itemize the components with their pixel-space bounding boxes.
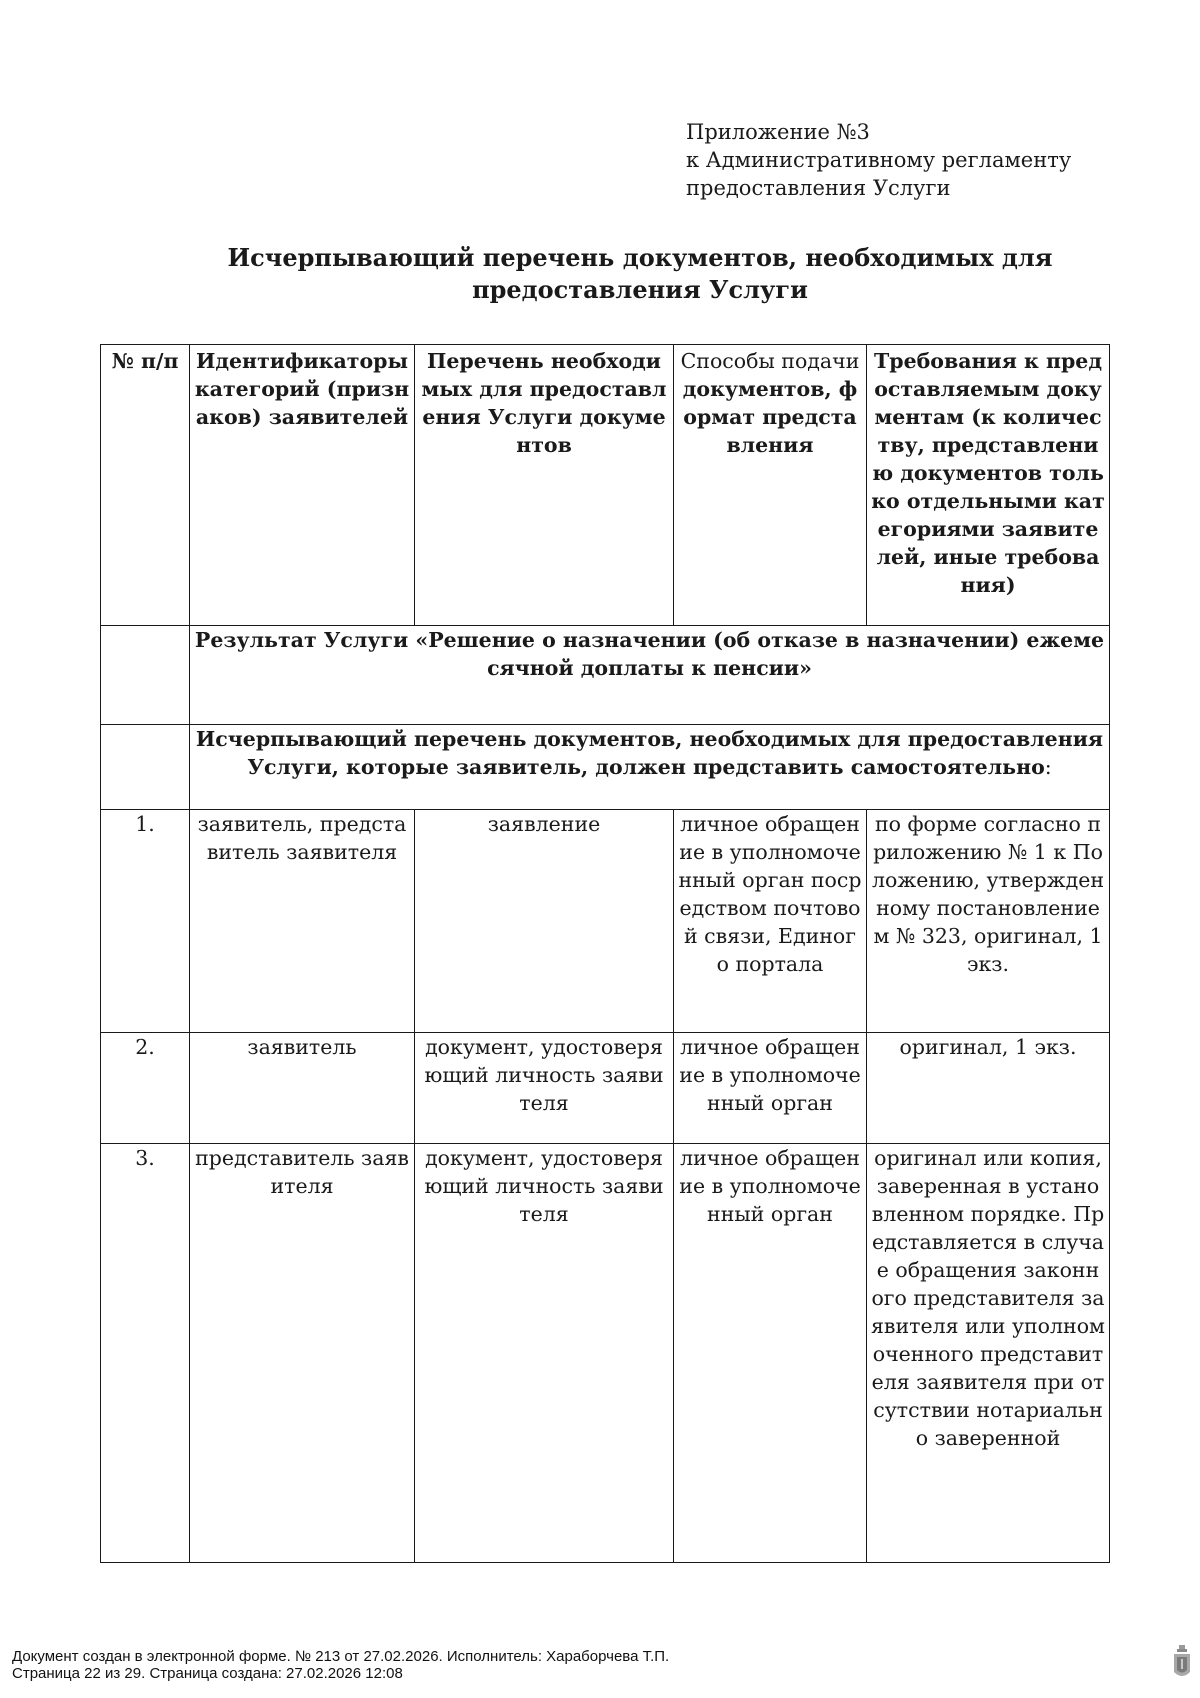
header-categories: Идентификаторы категорий (признаков) заявителей: [190, 345, 415, 626]
row-category: заявитель: [190, 1033, 415, 1144]
documents-table: [100, 344, 1110, 1563]
title-line-1: Исчерпывающий перечень документов, необходимых для: [227, 243, 1053, 272]
appendix-line-2: к Административному регламенту: [686, 148, 1072, 172]
header-requirements: Требования к предоставляемым документам (к количеству, представлению документов только отдельными категориями заявителей, иные требования): [867, 345, 1110, 626]
row-num: 2.: [101, 1033, 190, 1144]
section-empty-cell: [101, 725, 190, 810]
row-num: 3.: [101, 1144, 190, 1563]
section-row-result: [101, 626, 1110, 725]
header-documents: Перечень необходимых для предоставления Услуги документов: [415, 345, 674, 626]
document-title: [190, 242, 1090, 306]
row-method: личное обращение в уполномоченный орган: [674, 1144, 867, 1563]
row-document: заявление: [415, 810, 674, 1033]
appendix-line-1: Приложение №3: [686, 120, 870, 144]
row-method: личное обращение в уполномоченный орган посредством почтовой связи, Единого портала: [674, 810, 867, 1033]
table-row: [101, 810, 1110, 1033]
section-list-colon: :: [1044, 755, 1052, 779]
row-method: личное обращение в уполномоченный орган: [674, 1033, 867, 1144]
row-document: документ, удостоверяющий личность заявителя: [415, 1144, 674, 1563]
section-row-list: [101, 725, 1110, 810]
documents-table-wrapper: [100, 344, 1110, 1563]
row-category: заявитель, представитель заявителя: [190, 810, 415, 1033]
section-list-cell: [190, 725, 1110, 810]
table-row: [101, 1033, 1110, 1144]
row-document: документ, удостоверяющий личность заявителя: [415, 1033, 674, 1144]
coat-of-arms-icon: [1172, 1644, 1192, 1684]
appendix-line-3: предоставления Услуги: [686, 176, 951, 200]
header-methods-plain: Способы подачи: [680, 349, 860, 373]
header-num: № п/п: [101, 345, 190, 626]
footer-line-1: Документ создан в электронной форме. № 213 от 27.02.2026. Исполнитель: Хараборчева Т.П.: [12, 1648, 670, 1665]
row-requirement: по форме согласно приложению № 1 к Положению, утвержденному постановлением № 323, оригинал, 1 экз.: [867, 810, 1110, 1033]
header-methods: [674, 345, 867, 626]
footer-line-2: Страница 22 из 29. Страница создана: 27.02.2026 12:08: [12, 1665, 403, 1682]
section-empty-cell: [101, 626, 190, 725]
section-list-text: Исчерпывающий перечень документов, необходимых для предоставления Услуги, которые заявитель, должен представить самостоятельно: [195, 727, 1104, 779]
row-num: 1.: [101, 810, 190, 1033]
header-methods-bold: документов, формат представления: [682, 377, 858, 457]
table-row: [101, 1144, 1110, 1563]
row-category: представитель заявителя: [190, 1144, 415, 1563]
table-header-row: [101, 345, 1110, 626]
appendix-header: [686, 118, 1126, 202]
section-result-text: Результат Услуги «Решение о назначении (об отказе в назначении) ежемесячной доплаты к пенсии»: [190, 626, 1110, 725]
title-line-2: предоставления Услуги: [472, 275, 808, 304]
row-requirement: оригинал, 1 экз.: [867, 1033, 1110, 1144]
row-requirement: оригинал или копия, заверенная в установленном порядке. Представляется в случае обращения законного представителя заявителя или уполномоченного представителя заявителя при отсутствии нотариально заверенной: [867, 1144, 1110, 1563]
document-footer: [12, 1648, 669, 1682]
